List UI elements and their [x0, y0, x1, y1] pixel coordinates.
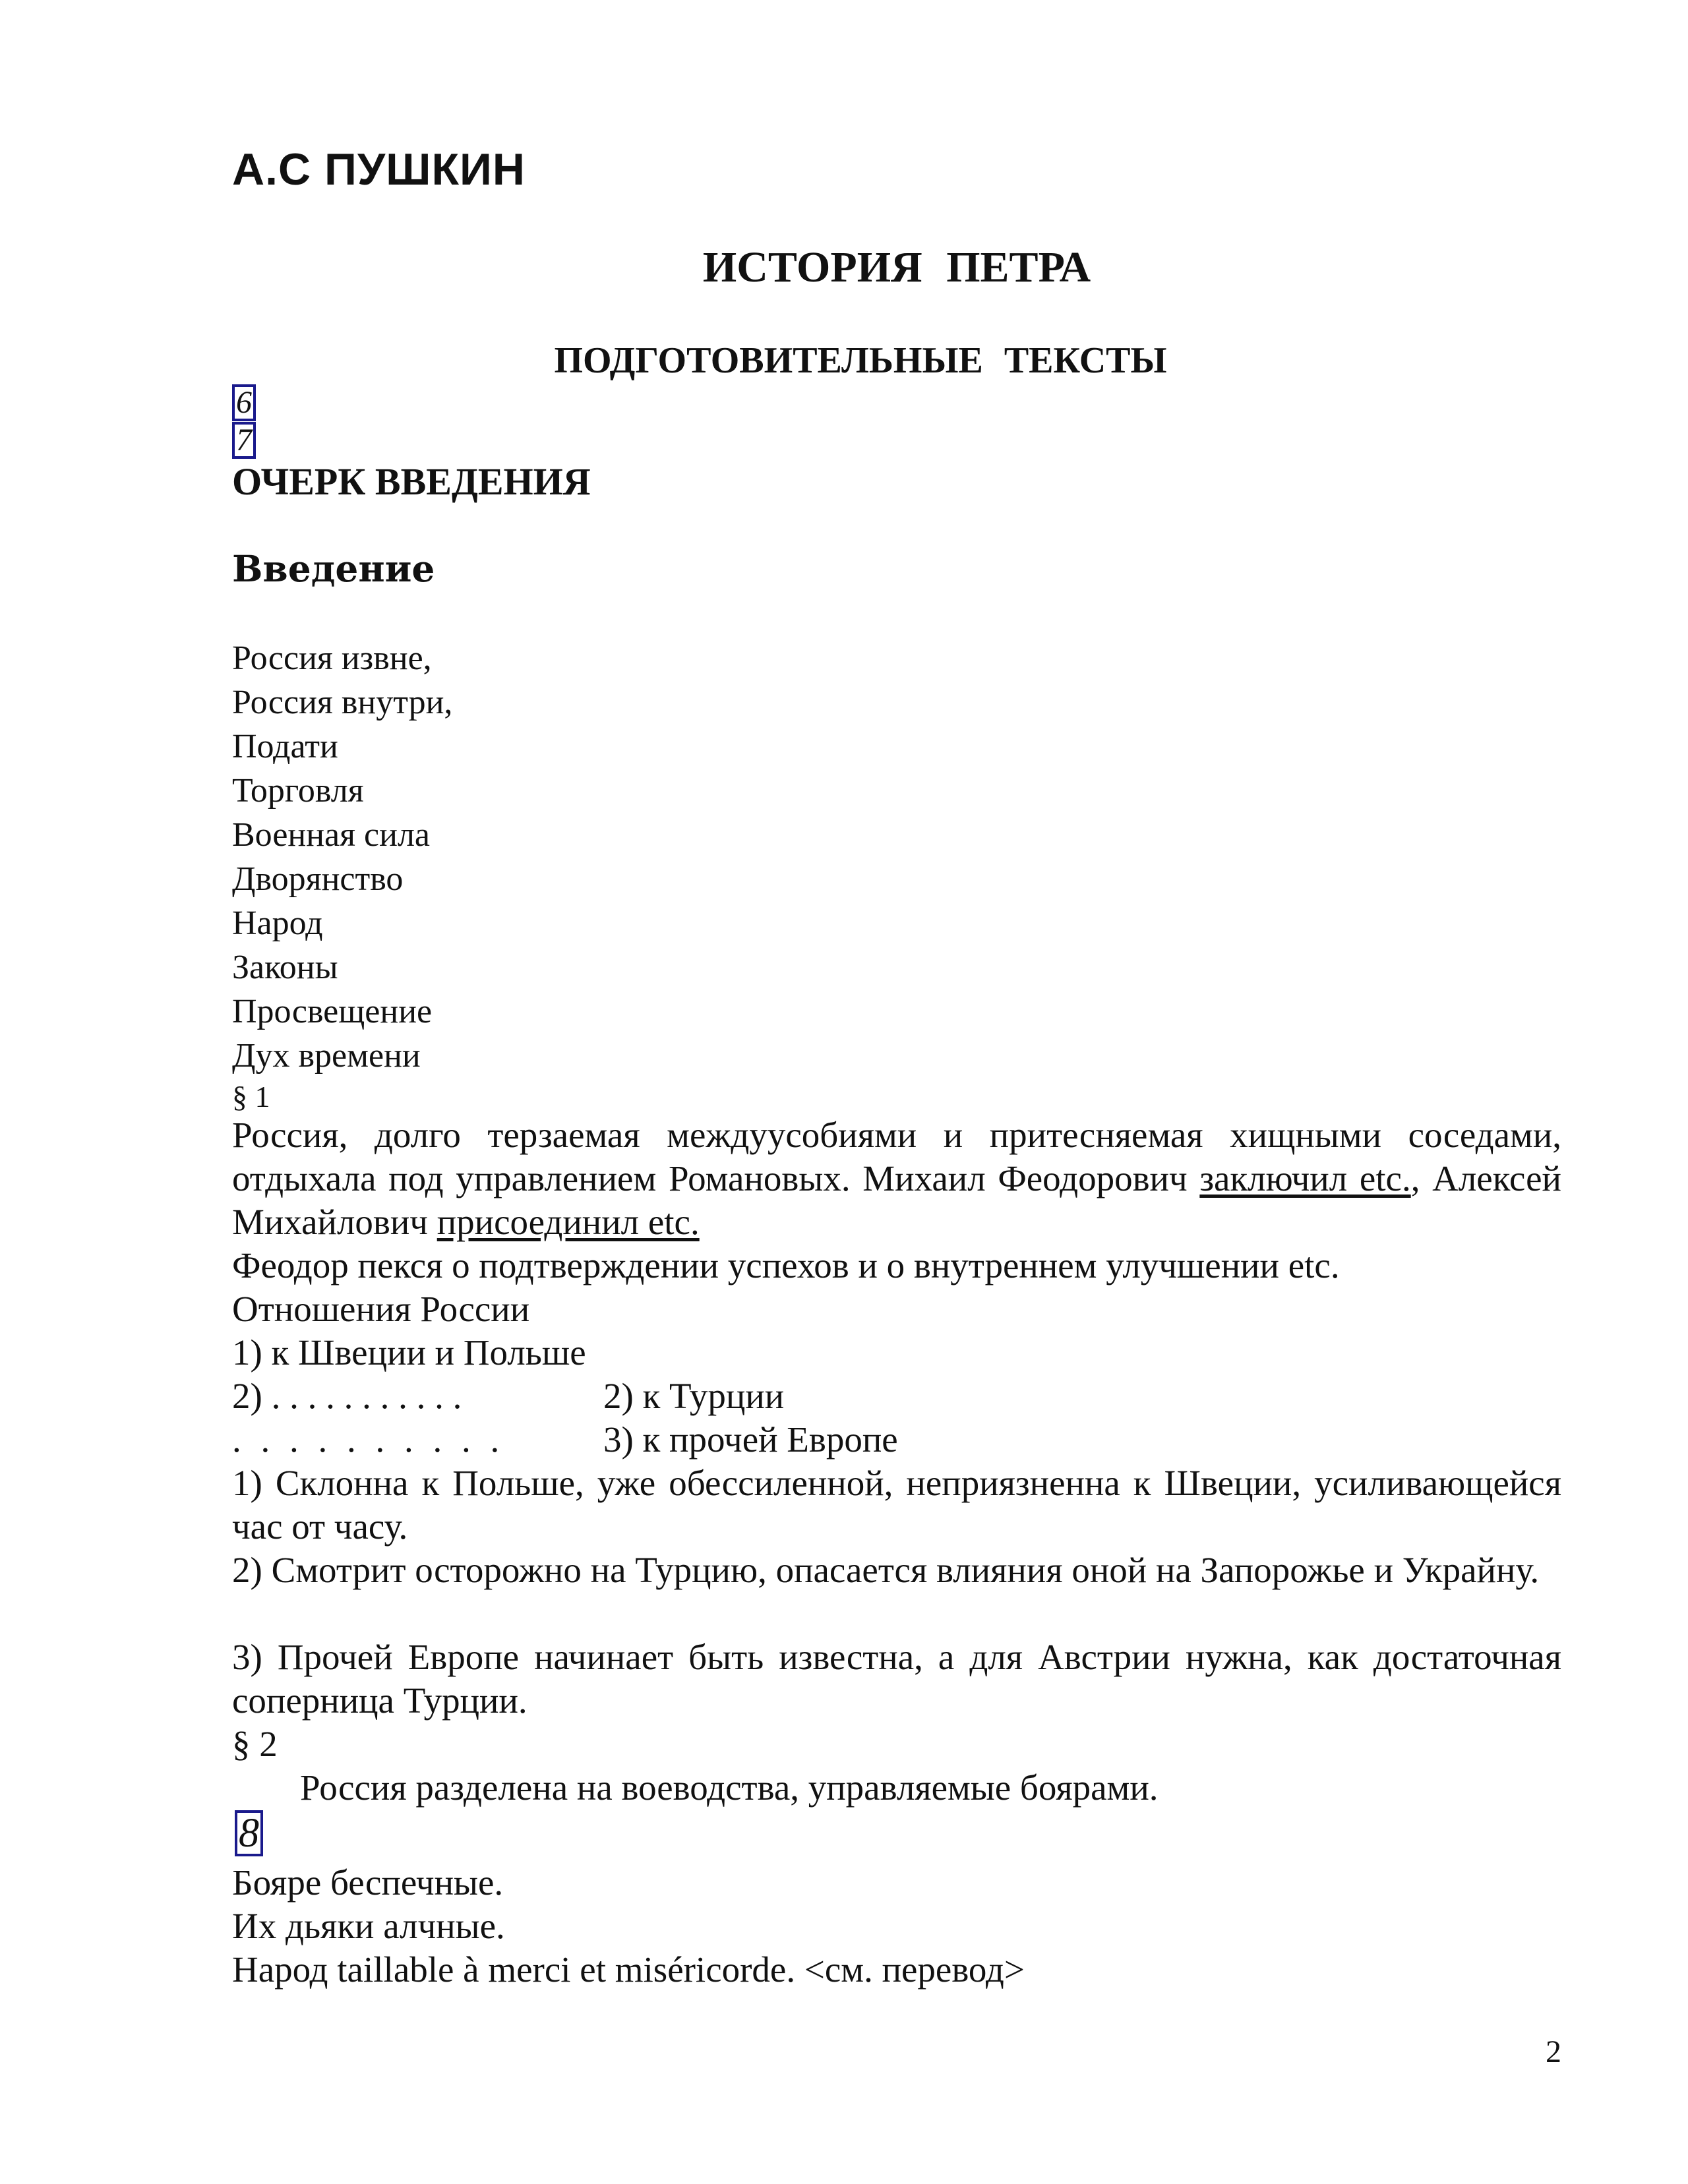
contents-item: Просвещение — [232, 993, 433, 1030]
relations-item-1: 1) к Швеции и Польше — [232, 1332, 586, 1372]
contents-item: Народ — [232, 904, 323, 942]
text-line: Россия разделена на воеводства, управляемые боярами. — [300, 1767, 1159, 1808]
point-1: 1) Склонна к Польше, уже обессиленной, неприязненна к Швеции, усиливающейся час от часу. — [232, 1463, 1561, 1547]
text-line: Их дьяки алчные. — [232, 1906, 505, 1946]
text-line: Феодор пекся о подтверждении успехов и о внутреннем улучшении etc. — [232, 1245, 1340, 1285]
page-mark-label: 7 — [232, 422, 256, 459]
book-subtitle: ПОДГОТОВИТЕЛЬНЫЕ ТЕКСТЫ — [554, 340, 1167, 381]
underlined-phrase: заключил etc. — [1199, 1158, 1411, 1198]
text-line: Народ taillable à merci et miséricorde. <см. перевод> — [232, 1949, 1025, 1990]
text-line: Отношения России — [232, 1289, 530, 1329]
paragraph-sign-1: § 1 — [232, 1080, 270, 1113]
contents-item: Дворянство — [232, 860, 404, 898]
contents-item: Военная сила — [232, 816, 430, 854]
page-mark-8[interactable] — [232, 1809, 266, 1858]
section-subheading: Введение — [232, 547, 435, 590]
contents-item: Дух времени — [232, 1037, 421, 1075]
book-title: ИСТОРИЯ ПЕТРА — [702, 243, 1091, 291]
paragraph-1-text — [232, 1113, 1561, 1244]
paragraph-1-middle: , Алексей Михайлович — [232, 1158, 1561, 1242]
contents-item: Подати — [232, 728, 338, 765]
point-3: 3) Прочей Европе начинает быть известна, а для Австрии нужна, как достаточная соперница Турции. — [232, 1637, 1561, 1721]
relations-item-2: 2) к Турции — [603, 1376, 785, 1416]
contents-item: Россия извне, — [232, 639, 432, 677]
paragraph-1-opening: Россия, долго терзаемая междуусобиями и притесняемая хищными соседами, отдыхала под управлением Романовых. Михаил Феодорович — [232, 1115, 1561, 1198]
page-mark-label: 6 — [232, 384, 256, 421]
text-line: Бояре беспечные. — [232, 1862, 504, 1903]
page-number: 2 — [1546, 2034, 1561, 2069]
relations-item-3: 3) к прочей Европе — [603, 1419, 898, 1460]
author-name: А.С ПУШКИН — [232, 144, 526, 194]
contents-item: Законы — [232, 949, 338, 986]
section-heading: ОЧЕРК ВВЕДЕНИЯ — [232, 460, 591, 503]
point-2: 2) Смотрит осторожно на Турцию, опасается влияния оной на Запорожье и Украйну. — [232, 1550, 1540, 1590]
contents-item: Россия внутри, — [232, 684, 453, 721]
page-mark-6[interactable] — [232, 384, 256, 421]
page-mark-7[interactable] — [232, 422, 256, 459]
contents-list — [232, 636, 452, 1078]
underlined-phrase: присоединил etc. — [437, 1202, 700, 1242]
relations-dots: . . . . . . . . . . — [232, 1419, 505, 1460]
relations-dots: 2) . . . . . . . . . . . — [232, 1376, 462, 1416]
contents-item: Торговля — [232, 772, 364, 810]
paragraph-sign-2: § 2 — [232, 1724, 278, 1764]
page-mark-label: 8 — [235, 1810, 263, 1856]
